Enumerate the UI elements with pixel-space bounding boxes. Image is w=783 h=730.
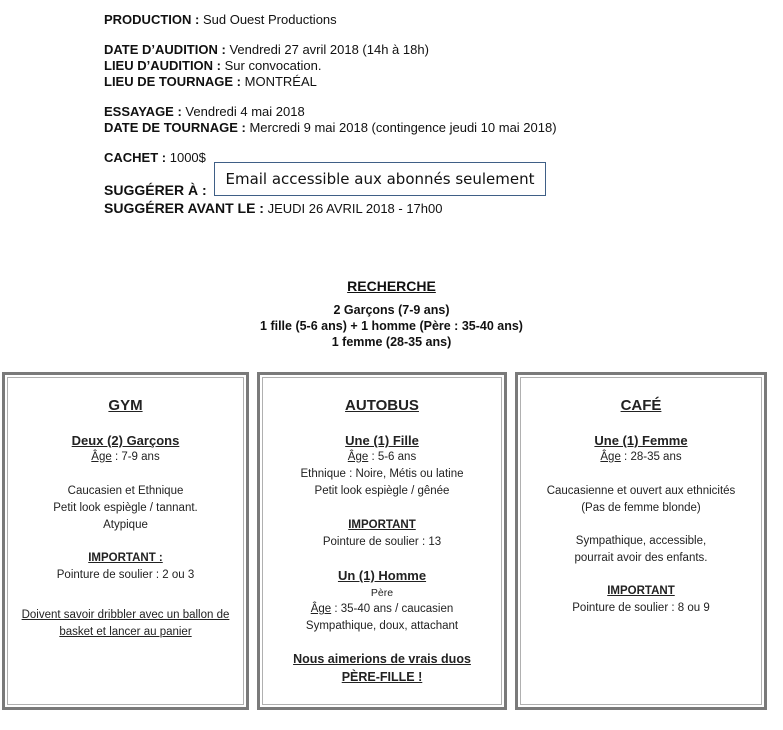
autobus-look: Petit look espiègle / gênée (314, 485, 450, 497)
cafe-pointure: Pointure de soulier : 8 ou 9 (572, 602, 710, 614)
autobus-pere: Père (370, 587, 394, 599)
cafe-line-4: pourrait avoir des enfants. (574, 552, 708, 564)
cafe-title: CAFÉ (620, 397, 662, 414)
card-cafe (515, 372, 767, 710)
gym-note-1: Doivent savoir dribbler avec un ballon de (21, 609, 230, 621)
autobus-age-2-value: : 35-40 ans / caucasien (331, 603, 454, 615)
cafe-line-3: Sympathique, accessible, (575, 535, 707, 547)
recherche-line-3: 1 femme (28-35 ans) (331, 335, 452, 349)
cachet-label: CACHET : (104, 150, 167, 165)
lieu-tournage-value: MONTRÉAL (244, 74, 317, 89)
cafe-line-1: Caucasienne et ouvert aux ethnicités (546, 485, 736, 497)
date-audition-value: Vendredi 27 avril 2018 (14h à 18h) (229, 42, 429, 57)
autobus-age-2-label: Âge (310, 603, 332, 615)
autobus-title: AUTOBUS (345, 397, 419, 414)
lieu-audition-label: LIEU D’AUDITION : (104, 58, 221, 73)
email-restricted-text: Email accessible aux abonnés seulement (225, 170, 535, 188)
autobus-age-1-value: : 5-6 ans (368, 451, 417, 463)
gym-subtitle: Deux (2) Garçons (71, 433, 180, 448)
lieu-audition-value: Sur convocation. (224, 58, 322, 73)
suggerer-avant-line (104, 200, 442, 217)
gym-pointure: Pointure de soulier : 2 ou 3 (56, 569, 195, 581)
autobus-note-2: PÈRE-FILLE ! (341, 670, 423, 684)
recherche-title: RECHERCHE (347, 278, 436, 294)
essayage-line (104, 104, 305, 120)
cafe-age (518, 449, 764, 466)
production-value: Sud Ouest Productions (202, 12, 337, 27)
date-tournage-label: DATE DE TOURNAGE : (104, 120, 246, 135)
autobus-note-1: Nous aimerions de vrais duos (293, 652, 471, 666)
recherche-line-1: 2 Garçons (7-9 ans) (333, 303, 450, 317)
gym-age (5, 449, 246, 466)
gym-title: GYM (108, 397, 143, 414)
cafe-important: IMPORTANT (607, 585, 675, 597)
lieu-tournage-label: LIEU DE TOURNAGE : (104, 74, 241, 89)
email-restricted-box[interactable] (214, 162, 546, 196)
gym-line-3: Atypique (103, 519, 148, 531)
essayage-value: Vendredi 4 mai 2018 (185, 104, 305, 119)
autobus-pointure: Pointure de soulier : 13 (322, 536, 442, 548)
gym-line-2: Petit look espiègle / tannant. (53, 502, 198, 514)
suggerer-avant-label: SUGGÉRER AVANT LE : (104, 200, 264, 216)
suggerer-label: SUGGÉRER À : (104, 182, 207, 198)
date-audition-line (104, 42, 429, 58)
recherche-line-2: 1 fille (5-6 ans) + 1 homme (Père : 35-40 ans) (260, 319, 523, 333)
gym-important: IMPORTANT : (88, 552, 163, 564)
cafe-age-value: : 28-35 ans (620, 451, 682, 463)
gym-age-value: : 7-9 ans (111, 451, 160, 463)
card-autobus (257, 372, 507, 710)
date-tournage-value: Mercredi 9 mai 2018 (contingence jeudi 10 mai 2018) (249, 120, 557, 135)
lieu-audition-line (104, 58, 321, 74)
autobus-subtitle-1: Une (1) Fille (345, 433, 419, 448)
autobus-important: IMPORTANT (348, 519, 416, 531)
lieu-tournage-line (104, 74, 317, 90)
gym-note-2: basket et lancer au panier (59, 626, 192, 638)
autobus-subtitle-2: Un (1) Homme (337, 568, 427, 583)
gym-line-1: Caucasien et Ethnique (67, 485, 184, 497)
cachet-value: 1000$ (169, 150, 206, 165)
suggerer-line (104, 182, 207, 199)
cafe-subtitle: Une (1) Femme (594, 433, 688, 448)
production-line (104, 12, 337, 28)
autobus-traits: Sympathique, doux, attachant (305, 620, 459, 632)
essayage-label: ESSAYAGE : (104, 104, 182, 119)
date-tournage-line (104, 120, 557, 136)
autobus-age-2 (260, 601, 504, 618)
cafe-line-2: (Pas de femme blonde) (581, 502, 701, 514)
cachet-line (104, 150, 206, 166)
autobus-age-1 (260, 449, 504, 466)
gym-age-label: Âge (91, 451, 112, 463)
suggerer-avant-value: JEUDI 26 AVRIL 2018 - 17h00 (267, 201, 443, 216)
date-audition-label: DATE D’AUDITION : (104, 42, 226, 57)
cafe-age-label: Âge (600, 451, 621, 463)
autobus-ethnique: Ethnique : Noire, Métis ou latine (300, 468, 464, 480)
autobus-age-1-label: Âge (347, 451, 369, 463)
card-gym (2, 372, 249, 710)
production-label: PRODUCTION : (104, 12, 200, 27)
